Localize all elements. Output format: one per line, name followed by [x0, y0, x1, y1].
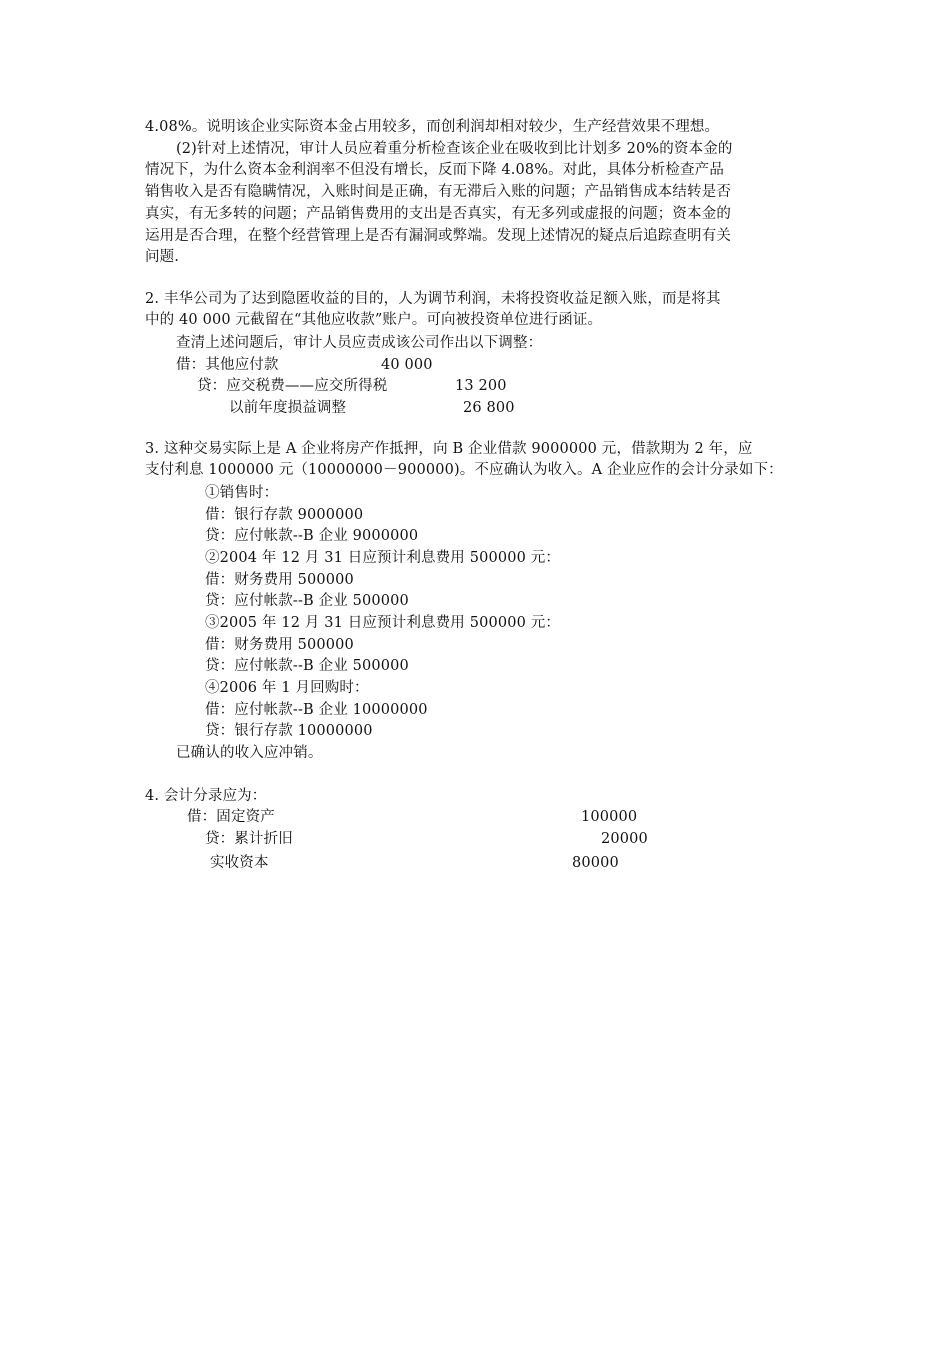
section4-entry-amount: 80000	[572, 855, 619, 871]
section2-entry-label: 以前年度损益调整	[229, 400, 347, 416]
section2-entry-label: 贷：应交税费——应交所得税	[197, 378, 388, 394]
section1-para2-line: 情况下，为什么资本金利润率不但没有增长，反而下降 4.08%。对此，具体分析检查产品	[145, 162, 724, 178]
section3-entry: 借：财务费用 500000	[205, 572, 354, 588]
section1-line1: 4.08%。说明该企业实际资本金占用较多，而创利润却相对较少，生产经营效果不理想。	[145, 119, 720, 135]
section4-entry-label: 贷：累计折旧	[205, 831, 293, 847]
section3-entry: ①销售时：	[205, 485, 279, 501]
section1-para2-line: 运用是否合理，在整个经营管理上是否有漏洞或弊端。发现上述情况的疑点后追踪查明有关	[145, 228, 731, 244]
section2-para-line: 2. 丰华公司为了达到隐匿收益的目的，人为调节利润，未将投资收益足额入账，而是将其	[145, 291, 721, 307]
section3-para-line: 3. 这种交易实际上是 A 企业将房产作抵押，向 B 企业借款 9000000 元，借款期为 2 年，应	[145, 441, 753, 457]
section3-entry: ④2006 年 1 月回购时：	[205, 680, 369, 696]
section3-entry: 借：应付帐款--B 企业 10000000	[205, 702, 428, 718]
section2-entry-amount: 26 800	[463, 400, 515, 416]
section1-para2-line: 问题.	[145, 249, 180, 265]
section3-entry: 贷：应付帐款--B 企业 500000	[205, 658, 409, 674]
section4-entry-label: 实收资本	[210, 855, 269, 871]
section3-entry: 贷：应付帐款--B 企业 500000	[205, 593, 409, 609]
section2-entry-amount: 40 000	[381, 357, 433, 373]
section4-entry-amount: 100000	[581, 809, 638, 825]
section1-para2-line: 销售收入是否有隐瞒情况，入账时间是正确，有无滞后入账的问题；产品销售成本结转是否	[145, 184, 731, 200]
section3-entry: 贷：银行存款 10000000	[205, 723, 373, 739]
section3-entry: 贷：应付帐款--B 企业 9000000	[205, 528, 419, 544]
section2-intro: 查清上述问题后，审计人员应责成该公司作出以下调整：	[176, 335, 543, 351]
section2-para-line: 中的 40 000 元截留在“其他应收款”账户。可向被投资单位进行函证。	[145, 312, 603, 328]
section4-entry-label: 借：固定资产	[187, 809, 275, 825]
section2-entry-label: 借：其他应付款	[176, 357, 279, 373]
section4-heading: 4. 会计分录应为：	[145, 788, 267, 804]
section3-closing: 已确认的收入应冲销。	[176, 745, 323, 761]
section4-entry-amount: 20000	[601, 831, 648, 847]
section3-entry: 借：财务费用 500000	[205, 637, 354, 653]
section3-entry: ③2005 年 12 月 31 日应预计利息费用 500000 元：	[205, 615, 561, 631]
section1-para2-line: 真实，有无多转的问题；产品销售费用的支出是否真实，有无多列或虚报的问题；资本金的	[145, 206, 731, 222]
section3-entry: 借：银行存款 9000000	[205, 507, 364, 523]
section2-entry-amount: 13 200	[455, 378, 507, 394]
section3-para-line: 支付利息 1000000 元（10000000－900000)。不应确认为收入。A 企业应作的会计分录如下：	[145, 462, 783, 478]
section1-para2-line: (2)针对上述情况，审计人员应着重分析检查该企业在吸收到比计划多 20%的资本金的	[176, 141, 733, 157]
section3-entry: ②2004 年 12 月 31 日应预计利息费用 500000 元：	[205, 550, 561, 566]
